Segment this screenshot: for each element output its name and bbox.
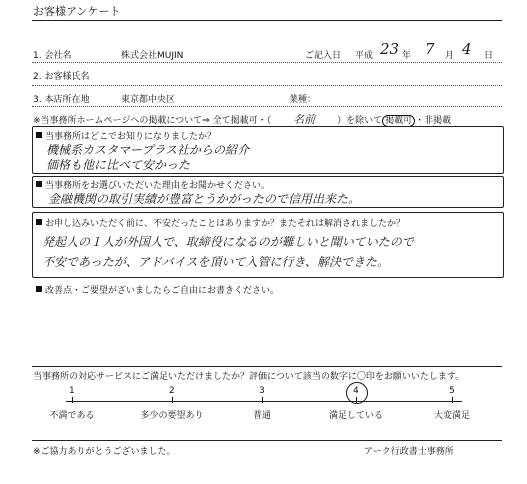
company-label: 1. 会社名 <box>33 51 72 61</box>
q1-answer-line1: 機械系カスタマープラス社からの紹介 <box>46 143 250 157</box>
publish-suffix: ・非掲載 <box>415 116 452 126</box>
name-label: 2. お客様氏名 <box>33 72 90 82</box>
company-value: 株式会社MUJIN <box>121 51 184 61</box>
q3-answer-line1: 発起人の１人が外国人で、取締役になるのが難しいと聞いていたので <box>42 235 414 249</box>
bullet-icon <box>36 286 42 292</box>
publish-note <box>33 111 451 127</box>
rating-number-2[interactable]: 2 <box>169 386 175 396</box>
bullet-icon <box>36 132 42 138</box>
publish-handwritten: 名前 <box>293 113 316 126</box>
rating-label-2: 多少の要望あり <box>140 411 204 421</box>
publish-circled-option: 掲載可 <box>382 115 415 127</box>
rating-number-5[interactable]: 5 <box>449 386 455 396</box>
rating-scale-line <box>66 401 462 402</box>
publish-middle: ）を除いて <box>337 116 383 126</box>
q2-answer-line1: 金融機関の取引実績が豊富とうかがったので信用出来た。 <box>48 192 361 206</box>
rating-number-1[interactable]: 1 <box>69 386 75 396</box>
q4-question: 改善点・ご要望がざいましたらご自由にお書きください。 <box>36 283 279 296</box>
date-month-unit: 月 <box>445 51 455 61</box>
rating-label-1: 不満である <box>49 411 95 421</box>
date-month: 7 <box>425 40 435 58</box>
rating-question: 当事務所の対応サービスにご満足いただけましたか？評価について該当の数字に〇印をお願いいたします。 <box>33 372 465 382</box>
industry-label: 業種： <box>289 95 317 105</box>
q3-question: お申し込みいただく前に、不安だったことはありますか？またそれは解消されましたか？ <box>36 216 405 229</box>
rating-label-4: 満足している <box>329 411 384 421</box>
bullet-icon <box>36 219 42 225</box>
rating-label-5: 大変満足 <box>434 411 471 421</box>
date-day-unit: 日 <box>484 51 494 61</box>
q1-question: 当事務所はどこでお知りになりましたか？ <box>36 129 216 142</box>
rating-tick-3 <box>262 397 263 403</box>
q2-question: 当事務所をお選びいただいた理由をお聞かせください。 <box>36 178 270 191</box>
rating-selected-circle <box>346 382 368 404</box>
rating-tick-2 <box>172 397 173 403</box>
date-label: ご記入日 <box>305 51 342 61</box>
date-year: 23 <box>380 40 400 58</box>
q1-answer-line2: 価格も他に比べて安かった <box>46 158 191 172</box>
hq-value: 東京都中央区 <box>121 95 176 105</box>
publish-prefix: ※当事務所ホームページへの掲載について⇒ 全て掲載可・（ <box>33 116 272 126</box>
bullet-icon <box>36 181 42 187</box>
form-title: お客様アンケート <box>33 5 121 18</box>
rating-tick-5 <box>452 397 453 403</box>
date-era: 平成 <box>355 51 374 61</box>
rating-number-3[interactable]: 3 <box>259 386 265 396</box>
rating-number-4[interactable]: 4 <box>353 386 359 396</box>
date-day: 4 <box>462 40 472 58</box>
date-year-unit: 年 <box>402 51 412 61</box>
rating-label-3: 普通 <box>253 411 272 421</box>
footer-thanks: ※ご協力ありがとうございました。 <box>33 447 176 457</box>
footer-office: アーク行政書士事務所 <box>364 447 454 457</box>
q3-answer-line2: 不安であったが、アドバイスを頂いて入管に行き、解決できた。 <box>42 255 390 269</box>
rating-tick-1 <box>72 397 73 403</box>
hq-label: 3. 本店所在地 <box>33 95 90 105</box>
